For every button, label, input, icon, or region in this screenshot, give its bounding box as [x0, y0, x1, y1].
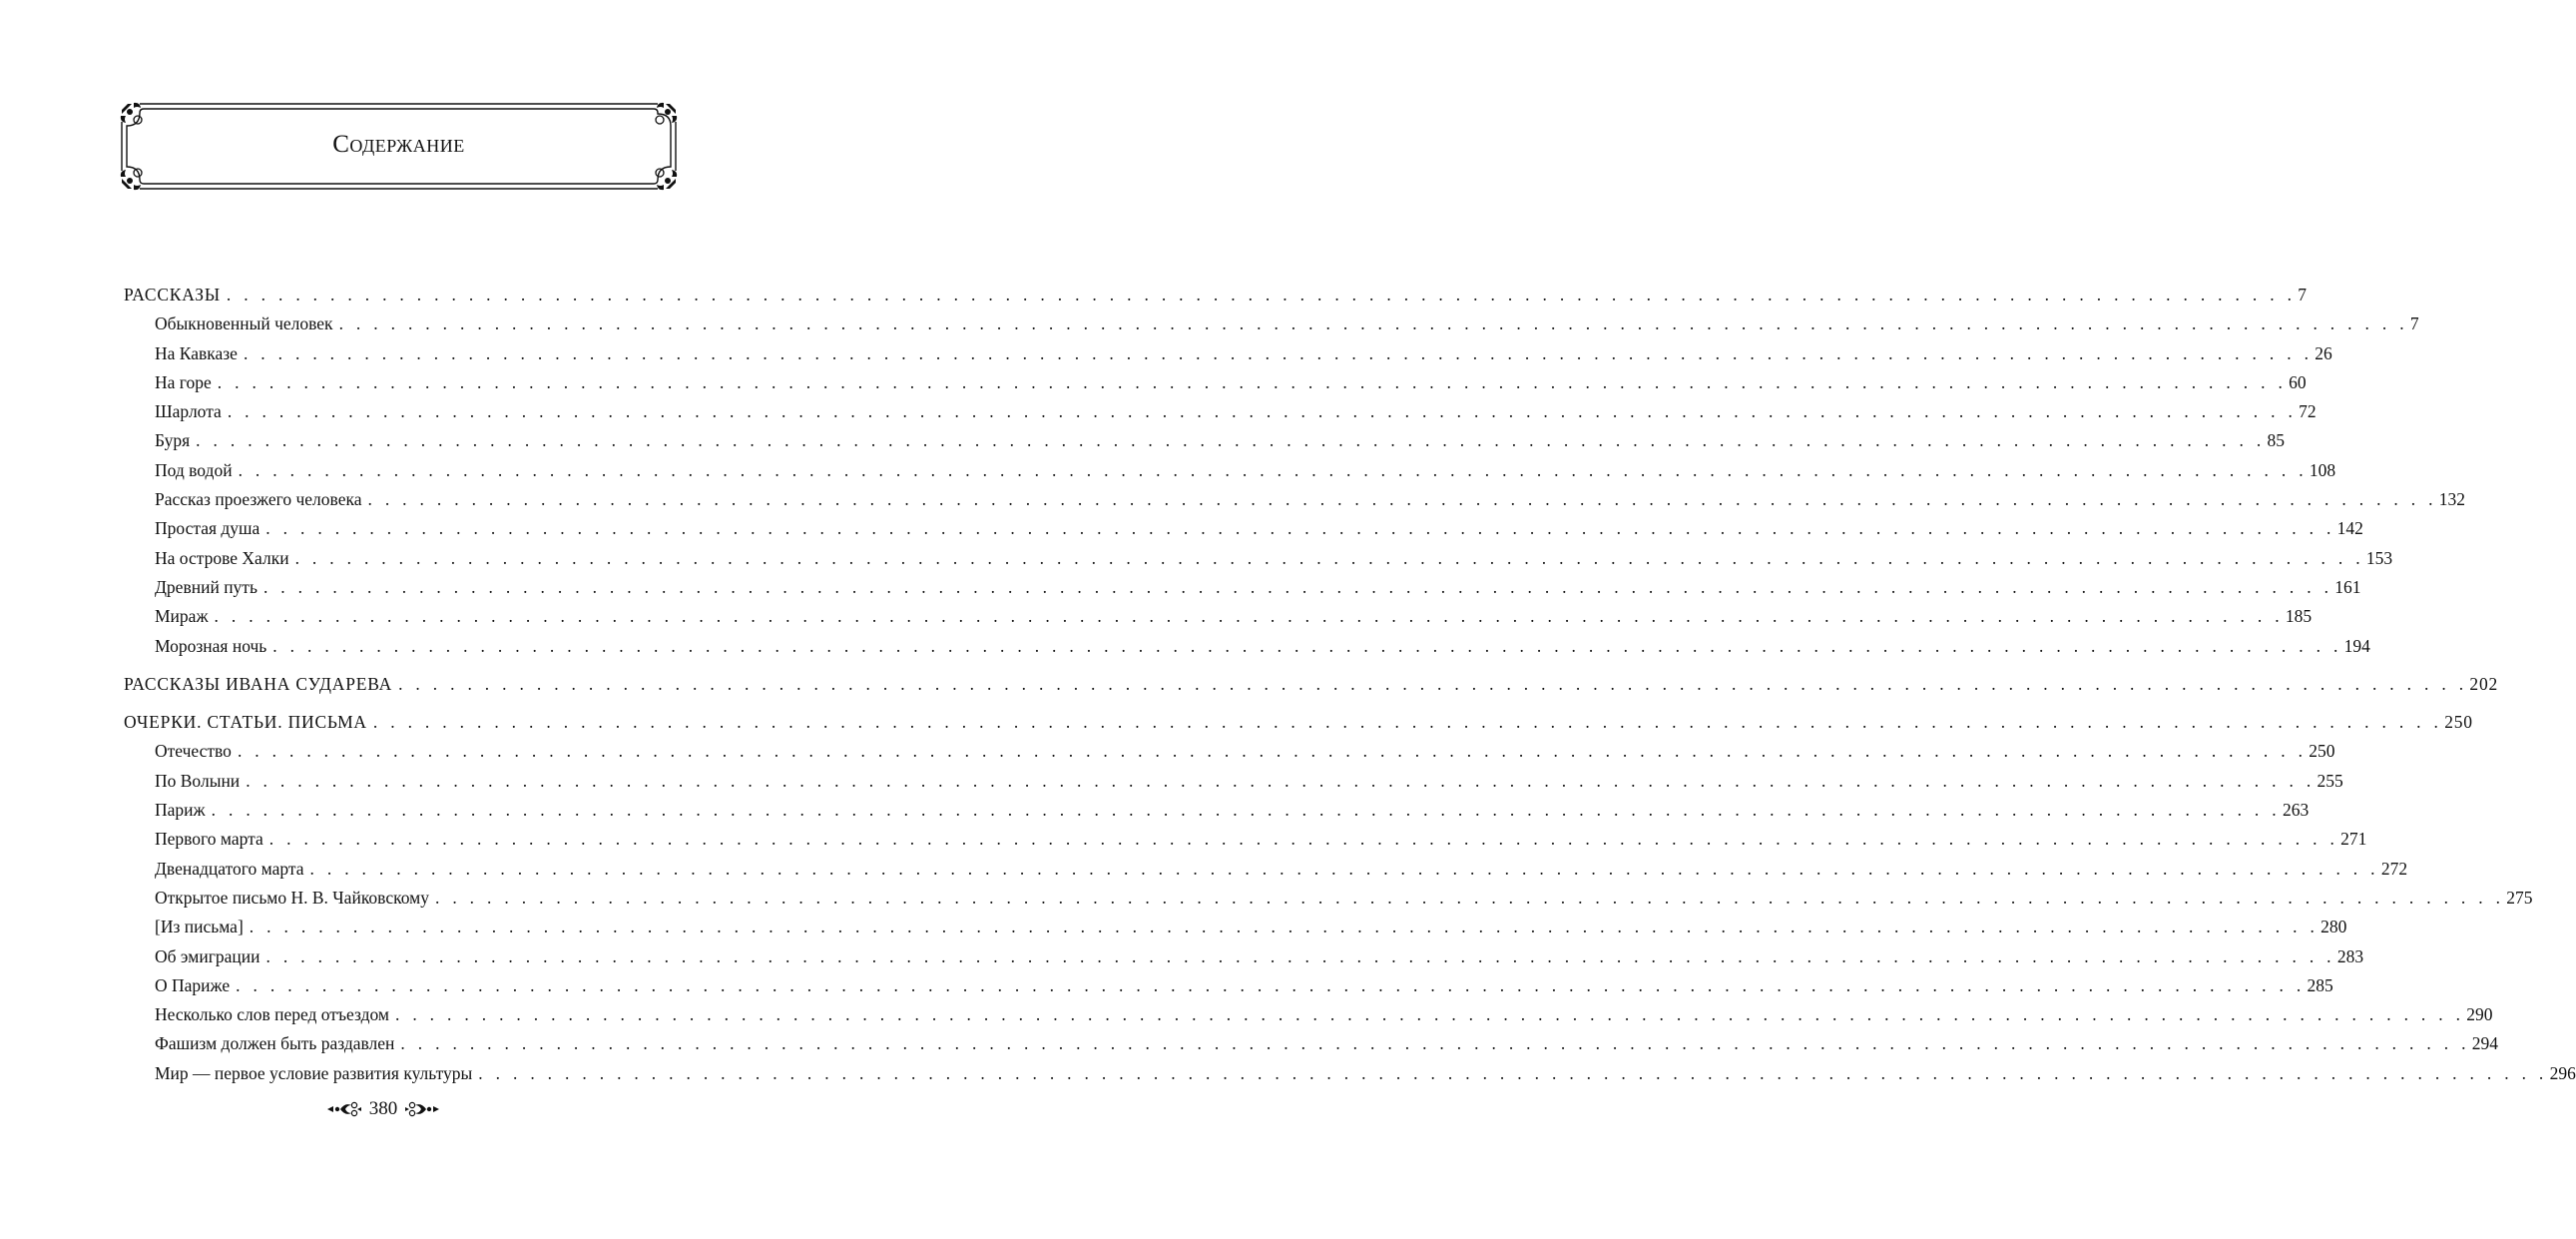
toc-page-number: 185	[2285, 606, 2313, 627]
dot-leader: . . . . . . . . . . . . . . . . . . . . . . . . . . . . . . . . . . . . . . . . . . . . . . . . . . . . . . . . . . . . . . . . . . . . . . . . . . . . . . . . . . . . . . . . . . . . . . . . . . . . . . . . . . . . . . . . . . . . . . . .	[294, 547, 2364, 568]
dot-leader: . . . . . . . . . . . . . . . . . . . . . . . . . . . . . . . . . . . . . . . . . . . . . . . . . . . . . . . . . . . . . . . . . . . . . . . . . . . . . . . . . . . . . . . . . . . . . . . . . . . . . . . . . . . . . . . . . . . . . . . .	[249, 917, 2319, 937]
toc-entry	[124, 737, 2335, 766]
toc-page-number: 250	[2309, 741, 2335, 762]
dot-leader: . . . . . . . . . . . . . . . . . . . . . . . . . . . . . . . . . . . . . . . . . . . . . . . . . . . . . . . . . . . . . . . . . . . . . . . . . . . . . . . . . . . . . . . . . . . . . . . . . . . . . . . . . . . . . . . . . . . . . . . .	[265, 945, 2335, 966]
toc-page-number: 290	[2466, 1004, 2493, 1025]
toc-entry-title: Первого марта	[155, 829, 263, 850]
toc-page-number: 142	[2336, 518, 2363, 539]
toc-entry	[124, 485, 2466, 514]
dot-leader: . . . . . . . . . . . . . . . . . . . . . . . . . . . . . . . . . . . . . . . . . . . . . . . . . . . . . . . . . . . . . . . . . . . . . . . . . . . . . . . . . . . . . . . . . . . . . . . . . . . . . . . . . . . . . . . . . . . . . . . .	[338, 313, 2408, 334]
toc-entry-title: Морозная ночь	[155, 635, 267, 656]
toc-entry-title: По Волыни	[155, 770, 241, 791]
dot-leader: . . . . . . . . . . . . . . . . . . . . . . . . . . . . . . . . . . . . . . . . . . . . . . . . . . . . . . . . . . . . . . . . . . . . . . . . . . . . . . . . . . . . . . . . . . . . . . . . . . . . . . . . . . . . . . . . . . . . . . . .	[238, 459, 2308, 480]
toc-page-number: 7	[2298, 285, 2308, 305]
toc-entry	[124, 825, 2367, 854]
toc-section-entry	[124, 281, 2308, 310]
toc-entry-title: На Кавказе	[155, 342, 238, 363]
toc-page-number: 26	[2315, 342, 2332, 363]
toc-entry	[124, 1000, 2493, 1029]
toc-entry	[124, 339, 2332, 368]
dot-leader: . . . . . . . . . . . . . . . . . . . . . . . . . . . . . . . . . . . . . . . . . . . . . . . . . . . . . . . . . . . . . . . . . . . . . . . . . . . . . . . . . . . . . . . . . . . . . . . . . . . . . . . . . . . . . . . . . . . . . . . .	[394, 1004, 2465, 1025]
toc-entry	[124, 855, 2408, 884]
toc-entry-title: Буря	[155, 430, 191, 451]
toc-page-number: 161	[2334, 576, 2361, 597]
toc-entry	[124, 456, 2336, 485]
toc-entry	[124, 397, 2317, 426]
toc-page-number: 283	[2336, 945, 2364, 966]
toc-entry	[124, 573, 2361, 602]
toc-page-number: 72	[2299, 401, 2317, 422]
toc-entry	[124, 632, 2370, 661]
dot-leader: . . . . . . . . . . . . . . . . . . . . . . . . . . . . . . . . . . . . . . . . . . . . . . . . . . . . . . . . . . . . . . . . . . . . . . . . . . . . . . . . . . . . . . . . . . . . . . . . . . . . . . . . . . . . . . . . . . . . . . . .	[272, 635, 2342, 656]
toc-entry-title: Несколько слов перед отъездом	[155, 1004, 389, 1025]
toc-entry-title: Простая душа	[155, 518, 260, 539]
toc-page-number: 280	[2320, 917, 2347, 937]
dot-leader: . . . . . . . . . . . . . . . . . . . . . . . . . . . . . . . . . . . . . . . . . . . . . . . . . . . . . . . . . . . . . . . . . . . . . . . . . . . . . . . . . . . . . . . . . . . . . . . . . . . . . . . . . . . . . . . . . . . . . . . .	[265, 518, 2335, 539]
toc-entry-title: Обыкновенный человек	[155, 313, 333, 334]
toc-section-entry	[124, 670, 2499, 699]
toc-entry	[124, 310, 2419, 338]
toc-page-number: 255	[2317, 770, 2343, 791]
toc-section-entry	[124, 708, 2473, 737]
toc-entry-title: Фашизм должен быть раздавлен	[155, 1033, 395, 1054]
toc-page-number: 60	[2289, 371, 2307, 392]
dot-leader: . . . . . . . . . . . . . . . . . . . . . . . . . . . . . . . . . . . . . . . . . . . . . . . . . . . . . . . . . . . . . . . . . . . . . . . . . . . . . . . . . . . . . . . . . . . . . . . . . . . . . . . . . . . . . . . . . . . . . . . .	[268, 829, 2339, 850]
toc-entry-title: Под водой	[155, 459, 233, 480]
toc-page-number: 296	[2549, 1062, 2576, 1083]
toc-entry	[124, 1059, 2576, 1088]
dot-leader: . . . . . . . . . . . . . . . . . . . . . . . . . . . . . . . . . . . . . . . . . . . . . . . . . . . . . . . . . . . . . . . . . . . . . . . . . . . . . . . . . . . . . . . . . . . . . . . . . . . . . . . . . . . . . . . . . . . . . . . .	[217, 371, 2288, 392]
toc-page-number: 202	[2469, 673, 2499, 694]
toc-page-number: 271	[2340, 829, 2367, 850]
dot-leader: . . . . . . . . . . . . . . . . . . . . . . . . . . . . . . . . . . . . . . . . . . . . . . . . . . . . . . . . . . . . . . . . . . . . . . . . . . . . . . . . . . . . . . . . . . . . . . . . . . . . . . . . . . . . . . . . . . . . . . . .	[434, 887, 2505, 908]
toc-page-number: 285	[2307, 974, 2333, 995]
toc-entry-title: Об эмиграции	[155, 945, 260, 966]
dot-leader: . . . . . . . . . . . . . . . . . . . . . . . . . . . . . . . . . . . . . . . . . . . . . . . . . . . . . . . . . . . . . . . . . . . . . . . . . . . . . . . . . . . . . . . . . . . . . . . . . . . . . . . . . . . . . . . . . . . . . . . .	[309, 858, 2379, 879]
table-of-contents	[124, 281, 2576, 1088]
toc-entry	[124, 913, 2347, 941]
toc-page-number: 263	[2282, 800, 2310, 821]
toc-entry	[124, 767, 2343, 796]
dot-leader: . . . . . . . . . . . . . . . . . . . . . . . . . . . . . . . . . . . . . . . . . . . . . . . . . . . . . . . . . . . . . . . . . . . . . . . . . . . . . . . . . . . . . . . . . . . . . . . . . . . . . . . . . . . . . . . . . . . . . . . .	[211, 800, 2281, 821]
toc-entry-title: О Париже	[155, 974, 231, 995]
toc-page-number: 250	[2444, 712, 2473, 733]
toc-page-number: 272	[2380, 858, 2408, 879]
dot-leader: . . . . . . . . . . . . . . . . . . . . . . . . . . . . . . . . . . . . . . . . . . . . . . . . . . . . . . . . . . . . . . . . . . . . . . . . . . . . . . . . . . . . . . . . . . . . . . . . . . . . . . . . . . . . . . . . . . . . . . . .	[236, 974, 2306, 995]
toc-entry-title: Мираж	[155, 606, 209, 627]
toc-page-number: 85	[2267, 430, 2285, 451]
toc-entry-title: На острове Халки	[155, 547, 289, 568]
page-number: 380	[368, 1098, 398, 1119]
toc-entry	[124, 602, 2313, 631]
toc-page-number: 194	[2343, 635, 2370, 656]
toc-entry-title: Древний путь	[155, 576, 258, 597]
toc-entry-title: На горе	[155, 371, 212, 392]
toc-entry-title: Открытое письмо Н. В. Чайковскому	[155, 887, 429, 908]
toc-entry-title: РАССКАЗЫ ИВАНА СУДАРЕВА	[124, 673, 393, 694]
toc-page-number: 275	[2506, 887, 2533, 908]
left-flourish-icon	[327, 1101, 361, 1117]
dot-leader: . . . . . . . . . . . . . . . . . . . . . . . . . . . . . . . . . . . . . . . . . . . . . . . . . . . . . . . . . . . . . . . . . . . . . . . . . . . . . . . . . . . . . . . . . . . . . . . . . . . . . . . . . . . . . . . . . . . . . . . .	[367, 489, 2437, 510]
toc-page-number: 108	[2309, 459, 2336, 480]
page-footer	[0, 1098, 767, 1120]
toc-page-number: 294	[2471, 1033, 2498, 1054]
toc-entry-title: Отечество	[155, 741, 232, 762]
dot-leader: . . . . . . . . . . . . . . . . . . . . . . . . . . . . . . . . . . . . . . . . . . . . . . . . . . . . . . . . . . . . . . . . . . . . . . . . . . . . . . . . . . . . . . . . . . . . . . . . . . . . . . . . . . . . . . . . . . . . . . . .	[214, 606, 2284, 627]
toc-entry	[124, 1029, 2498, 1058]
toc-entry-title: [Из письма]	[155, 917, 244, 937]
dot-leader: . . . . . . . . . . . . . . . . . . . . . . . . . . . . . . . . . . . . . . . . . . . . . . . . . . . . . . . . . . . . . . . . . . . . . . . . . . . . . . . . . . . . . . . . . . . . . . . . . . . . . . . . . . . . . . . . . . . . . . . .	[196, 430, 2266, 451]
toc-entry	[124, 942, 2364, 971]
dot-leader: . . . . . . . . . . . . . . . . . . . . . . . . . . . . . . . . . . . . . . . . . . . . . . . . . . . . . . . . . . . . . . . . . . . . . . . . . . . . . . . . . . . . . . . . . . . . . . . . . . . . . . . . . . . . . . . . . . . . . . . .	[246, 770, 2316, 791]
dot-leader: . . . . . . . . . . . . . . . . . . . . . . . . . . . . . . . . . . . . . . . . . . . . . . . . . . . . . . . . . . . . . . . . . . . . . . . . . . . . . . . . . . . . . . . . . . . . . . . . . . . . . . . . . . . . . . . . . . . . . . . .	[226, 285, 2297, 305]
toc-entry-title: Париж	[155, 800, 206, 821]
dot-leader: . . . . . . . . . . . . . . . . . . . . . . . . . . . . . . . . . . . . . . . . . . . . . . . . . . . . . . . . . . . . . . . . . . . . . . . . . . . . . . . . . . . . . . . . . . . . . . . . . . . . . . . . . . . . . . . . . . . . . . . .	[400, 1033, 2470, 1054]
dot-leader: . . . . . . . . . . . . . . . . . . . . . . . . . . . . . . . . . . . . . . . . . . . . . . . . . . . . . . . . . . . . . . . . . . . . . . . . . . . . . . . . . . . . . . . . . . . . . . . . . . . . . . . . . . . . . . . . . . . . . . . .	[237, 741, 2308, 762]
toc-page-number: 7	[2409, 313, 2419, 334]
toc-entry	[124, 426, 2285, 455]
dot-leader: . . . . . . . . . . . . . . . . . . . . . . . . . . . . . . . . . . . . . . . . . . . . . . . . . . . . . . . . . . . . . . . . . . . . . . . . . . . . . . . . . . . . . . . . . . . . . . . . . . . . . . . . . . . . . . . . . . . . . . . .	[227, 401, 2298, 422]
toc-entry	[124, 796, 2310, 825]
toc-entry	[124, 368, 2307, 397]
dot-leader: . . . . . . . . . . . . . . . . . . . . . . . . . . . . . . . . . . . . . . . . . . . . . . . . . . . . . . . . . . . . . . . . . . . . . . . . . . . . . . . . . . . . . . . . . . . . . . . . . . . . . . . . . . . . . . . . . . . . . . . .	[262, 576, 2333, 597]
toc-entry	[124, 971, 2333, 1000]
right-flourish-icon	[405, 1101, 439, 1117]
dot-leader: . . . . . . . . . . . . . . . . . . . . . . . . . . . . . . . . . . . . . . . . . . . . . . . . . . . . . . . . . . . . . . . . . . . . . . . . . . . . . . . . . . . . . . . . . . . . . . . . . . . . . . . . . . . . . . . . . . . . . . . .	[243, 342, 2314, 363]
toc-entry-title: Двенадцатого марта	[155, 858, 304, 879]
title-frame	[118, 100, 680, 193]
toc-entry-title: РАССКАЗЫ	[124, 285, 221, 305]
toc-entry-title: Рассказ проезжего человека	[155, 489, 362, 510]
dot-leader: . . . . . . . . . . . . . . . . . . . . . . . . . . . . . . . . . . . . . . . . . . . . . . . . . . . . . . . . . . . . . . . . . . . . . . . . . . . . . . . . . . . . . . . . . . . . . . . . . . . . . . . . . . . . . . . . . . . . . . . .	[478, 1062, 2548, 1083]
toc-entry-title: Шарлота	[155, 401, 222, 422]
page-title: Содержание	[332, 131, 465, 158]
dot-leader: . . . . . . . . . . . . . . . . . . . . . . . . . . . . . . . . . . . . . . . . . . . . . . . . . . . . . . . . . . . . . . . . . . . . . . . . . . . . . . . . . . . . . . . . . . . . . . . . . . . . . . . . . . . . . . . . . . . . . . . .	[372, 712, 2443, 733]
toc-page-number: 153	[2365, 547, 2393, 568]
toc-entry-title: ОЧЕРКИ. СТАТЬИ. ПИСЬМА	[124, 712, 367, 733]
toc-entry	[124, 884, 2533, 913]
toc-entry-title: Мир — первое условие развития культуры	[155, 1062, 473, 1083]
dot-leader: . . . . . . . . . . . . . . . . . . . . . . . . . . . . . . . . . . . . . . . . . . . . . . . . . . . . . . . . . . . . . . . . . . . . . . . . . . . . . . . . . . . . . . . . . . . . . . . . . . . . . . . . . . . . . . . . . . . . . . . .	[398, 673, 2468, 694]
toc-page-number: 132	[2438, 489, 2466, 510]
toc-entry	[124, 514, 2363, 543]
toc-entry	[124, 544, 2393, 573]
